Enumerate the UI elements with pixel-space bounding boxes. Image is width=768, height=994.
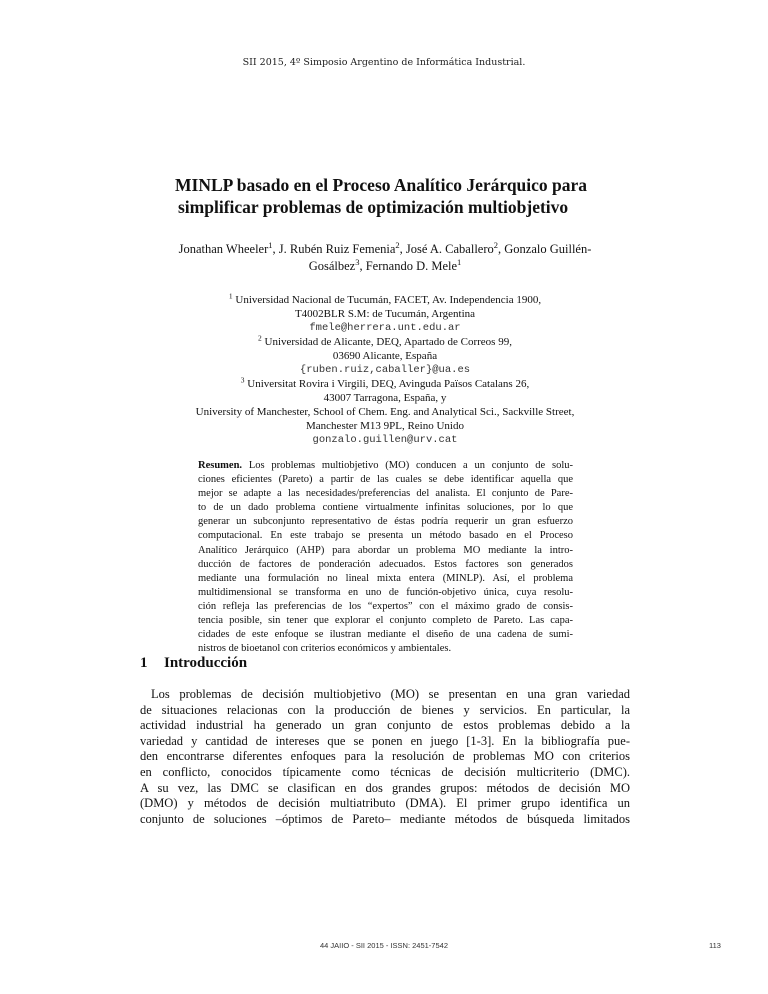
abstract-text: Los problemas multiobjetivo (MO) conducen a un conjunto de solu- bbox=[248, 460, 574, 471]
body-line: en conflicto, conocidos típicamente como técnicas de decisión multicriterio (DMC). bbox=[140, 764, 630, 779]
author-line bbox=[140, 241, 630, 258]
abstract-line: mejor se adapte a las necesidades/preferencias del analista. El conjunto de Pare- bbox=[198, 488, 573, 500]
author-separator: , bbox=[359, 259, 366, 273]
affiliation-text: 43007 Tarragona, España, y bbox=[323, 392, 447, 404]
affiliation-line bbox=[140, 377, 630, 391]
abstract-line: ciones eficientes (Pareto) a partir de las cuales se debe identificar aquella que bbox=[198, 474, 573, 486]
author-line bbox=[140, 258, 630, 275]
section-heading bbox=[140, 655, 247, 672]
running-header: SII 2015, 4º Simposio Argentino de Informática Industrial. bbox=[242, 57, 526, 68]
email-text: fmele@herrera.unt.edu.ar bbox=[309, 322, 461, 334]
affiliation-line bbox=[140, 335, 630, 349]
body-line: de situaciones relacionas con la producción de bienes y servicios. En particular, la bbox=[140, 702, 630, 717]
email-text: {ruben.ruiz,caballer}@ua.es bbox=[299, 364, 471, 376]
author-separator: , bbox=[399, 242, 406, 256]
body-line: actividad industrial ha generado un gran conjunto de estos problemas debido a la bbox=[140, 718, 630, 733]
affiliation-text: Universidad Nacional de Tucumán, FACET, Av. Independencia 1900, bbox=[235, 294, 542, 306]
author-affiliation-mark: 1 bbox=[457, 256, 462, 267]
abstract-label: Resumen. bbox=[198, 460, 243, 471]
affiliations bbox=[140, 293, 630, 447]
author-separator: , bbox=[272, 242, 279, 256]
author-list bbox=[140, 241, 630, 275]
affiliation-line bbox=[140, 307, 630, 321]
abstract-line: cidades de este enfoque se ilustran mediante el diseño de una cadena de sumi- bbox=[198, 629, 573, 641]
affiliation-line bbox=[140, 405, 630, 419]
abstract-line: Analítico Jerárquico (AHP) para abordar un problema MO mediante la intro- bbox=[198, 544, 573, 556]
affiliation-line bbox=[140, 293, 630, 307]
author-name: J. Rubén Ruiz Femenia bbox=[278, 242, 396, 256]
affiliation-text: Universidad de Alicante, DEQ, Apartado de Correos 99, bbox=[264, 336, 512, 348]
affiliation-text: University of Manchester, School of Chem. Eng. and Analytical Sci., Sackville Street, bbox=[195, 406, 575, 418]
affiliation-mark: 3 bbox=[240, 375, 245, 385]
author-name: Gosálbez bbox=[308, 259, 356, 273]
affiliation-mark: 1 bbox=[228, 291, 233, 301]
email-text: gonzalo.guillen@urv.cat bbox=[312, 434, 458, 446]
section-title: Introducción bbox=[164, 655, 248, 671]
affiliation-line bbox=[140, 349, 630, 363]
author-affiliation-mark: 3 bbox=[355, 256, 360, 267]
abstract-line: generar un subconjunto representativo de éstas podría requerir un gran esfuerzo bbox=[198, 516, 573, 528]
affiliation-mark: 2 bbox=[258, 333, 262, 343]
affiliation-email bbox=[140, 321, 630, 335]
abstract-line: tencia posible, sin tener que explorar el conjunto completo de Pareto. Las capa- bbox=[198, 615, 573, 627]
abstract-line: ción refleja las preferencias de los “expertos” con el máximo grado de consis- bbox=[198, 600, 573, 612]
body-line: (DMO) y métodos de decisión multiatributo (DMA). El primer grupo identifica un bbox=[140, 796, 630, 811]
affiliation-text: Manchester M13 9PL, Reino Unido bbox=[306, 420, 464, 432]
section-number: 1 bbox=[140, 655, 148, 671]
author-affiliation-mark: 1 bbox=[268, 239, 273, 250]
author-affiliation-mark: 2 bbox=[493, 239, 499, 250]
affiliation-line bbox=[140, 391, 630, 405]
body-paragraph bbox=[140, 687, 630, 827]
title-line: simplificar problemas de optimización multiobjetivo bbox=[178, 197, 569, 217]
page-number: 113 bbox=[709, 941, 721, 950]
author-name: Jonathan Wheeler bbox=[178, 242, 269, 256]
author-name: Gonzalo Guillén- bbox=[504, 242, 592, 256]
body-line: A su vez, las DMC se clasifican en dos grandes grupos: métodos de decisión MO bbox=[140, 780, 630, 795]
author-name: Fernando D. Mele bbox=[365, 259, 458, 273]
affiliation-email bbox=[140, 433, 630, 447]
title-line: MINLP basado en el Proceso Analítico Jerárquico para bbox=[175, 175, 588, 195]
abstract-line: mediante una formulación no lineal mixta entera (MINLP). Así, el problema bbox=[198, 572, 573, 584]
author-separator: , bbox=[498, 242, 505, 256]
abstract-line: multidimensional se transforma en uno de función-objetivo única, cuya resolu- bbox=[198, 586, 573, 598]
affiliation-line bbox=[140, 419, 630, 433]
body-line: Los problemas de decisión multiobjetivo (MO) se presentan en una gran variedad bbox=[151, 687, 630, 701]
body-line: conjunto de soluciones –óptimos de Pareto– mediante métodos de búsqueda limitados bbox=[140, 811, 630, 826]
author-affiliation-mark: 2 bbox=[395, 239, 400, 250]
affiliation-text: Universitat Rovira i Virgili, DEQ, Avinguda Països Catalans 26, bbox=[247, 378, 530, 390]
abstract-line: to de un dado problema contiene virtualmente infinitas soluciones, por lo que bbox=[198, 502, 573, 514]
body-line: variedad y cantidad de intereses que se ponen en juego [1-3]. En la bibliografía pue- bbox=[140, 733, 630, 748]
abstract bbox=[198, 459, 573, 656]
author-name: José A. Caballero bbox=[405, 242, 494, 256]
abstract-line: nistros de bioetanol con criterios económicos y ambientales. bbox=[198, 643, 452, 655]
abstract-line bbox=[198, 459, 573, 473]
paper-title bbox=[175, 174, 595, 218]
affiliation-text: 03690 Alicante, España bbox=[332, 350, 438, 362]
affiliation-text: T4002BLR S.M: de Tucumán, Argentina bbox=[294, 308, 476, 320]
page-footer: 44 JAIIO - SII 2015 - ISSN: 2451-7542 bbox=[320, 941, 448, 950]
abstract-line: ducción de factores de ponderación adecuados. Estos factores son generados bbox=[198, 558, 573, 570]
abstract-line: computacional. En este trabajo se presenta un método basado en el Proceso bbox=[198, 530, 573, 542]
body-line: den encontrarse diferentes enfoques para la resolución de problemas MO con criterios bbox=[140, 749, 630, 764]
affiliation-email bbox=[140, 363, 630, 377]
